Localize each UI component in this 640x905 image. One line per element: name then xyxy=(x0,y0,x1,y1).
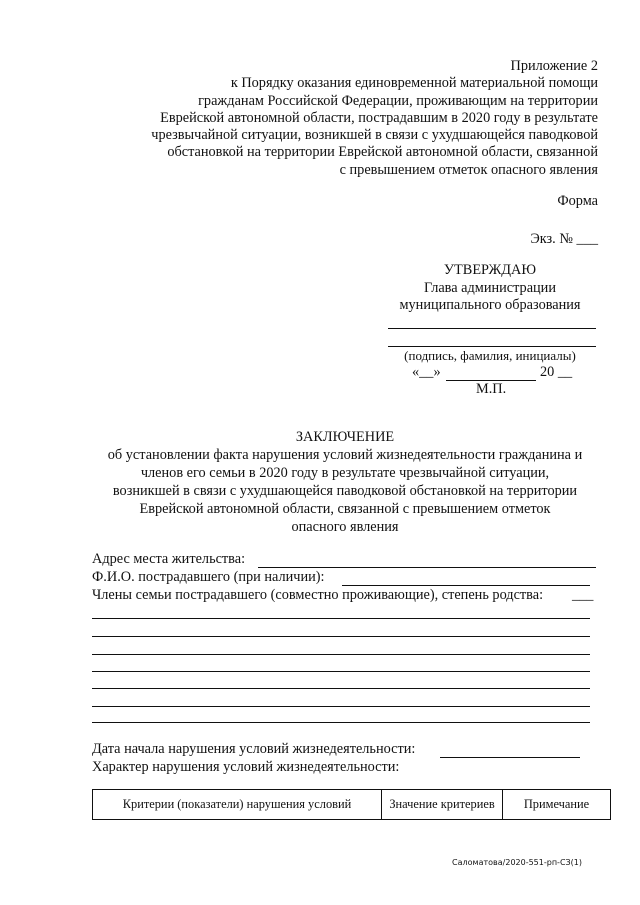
family-blank-line[interactable] xyxy=(92,636,590,637)
appendix-line: с превышением отметок опасного явления xyxy=(339,161,598,178)
stamp-label: М.П. xyxy=(476,381,507,397)
appendix-line: Еврейской автономной области, пострадавшим в 2020 году в результате xyxy=(160,109,598,126)
address-label: Адрес места жительства: xyxy=(92,551,246,567)
title-line: членов его семьи в 2020 году в результате чрезвычайной ситуации, xyxy=(140,465,550,481)
family-blank-line[interactable] xyxy=(92,688,590,689)
family-members-tail: ___ xyxy=(572,587,594,603)
appendix-line: чрезвычайной ситуации, возникшей в связи с ухудшающейся паводковой xyxy=(151,127,598,144)
title-line: Еврейской автономной области, связанной с превышением отметок xyxy=(139,501,551,517)
approval-date-day: «__» xyxy=(412,364,441,380)
document-title: ЗАКЛЮЧЕНИЕ xyxy=(295,429,395,445)
start-date-label: Дата начала нарушения условий жизнедеятельности: xyxy=(92,741,416,757)
family-blank-line[interactable] xyxy=(92,654,590,655)
appendix-line: гражданам Российской Федерации, проживающим на территории xyxy=(198,92,598,109)
signature-caption: (подпись, фамилия, инициалы) xyxy=(404,348,576,363)
note-column-header: Примечание xyxy=(503,790,611,820)
title-line: возникшей в связи с ухудшающейся паводковой обстановкой на территории xyxy=(112,483,578,499)
criteria-table xyxy=(92,789,611,820)
approval-date-year: 20 __ xyxy=(540,364,573,380)
start-date-field-line[interactable] xyxy=(440,757,580,758)
form-label: Форма xyxy=(557,193,598,209)
victim-name-field-line[interactable] xyxy=(342,585,590,586)
copy-number: Экз. № ___ xyxy=(530,231,598,247)
family-blank-line[interactable] xyxy=(92,618,590,619)
family-blank-line[interactable] xyxy=(92,671,590,672)
appendix-line: Приложение 2 xyxy=(510,58,598,74)
family-blank-line[interactable] xyxy=(92,706,590,707)
criteria-column-header: Критерии (показатели) нарушения условий xyxy=(93,790,382,820)
title-line: опасного явления xyxy=(291,519,399,535)
approval-blank-line xyxy=(388,328,596,329)
victim-name-label: Ф.И.О. пострадавшего (при наличии): xyxy=(92,569,325,585)
address-field-line[interactable] xyxy=(258,567,596,568)
approval-heading: УТВЕРЖДАЮ xyxy=(443,262,537,278)
appendix-line: к Порядку оказания единовременной материальной помощи xyxy=(230,75,598,92)
family-members-label: Члены семьи пострадавшего (совместно проживающие), степень родства: xyxy=(92,587,544,603)
approval-position-line2: муниципального образования xyxy=(399,297,581,313)
footer-code: Саломатова/2020-551-рп-СЗ(1) xyxy=(452,858,582,867)
table-header-row xyxy=(93,790,611,820)
family-blank-line[interactable] xyxy=(92,722,590,723)
appendix-line: обстановкой на территории Еврейской автономной области, связанной xyxy=(167,144,598,161)
signature-line xyxy=(388,346,596,347)
violation-nature-label: Характер нарушения условий жизнедеятельности: xyxy=(92,759,400,775)
approval-position-line1: Глава администрации xyxy=(424,280,556,296)
appendix-block xyxy=(78,58,598,179)
title-line: об установлении факта нарушения условий жизнедеятельности гражданина и xyxy=(107,447,583,463)
criteria-value-column-header: Значение критериев xyxy=(382,790,503,820)
